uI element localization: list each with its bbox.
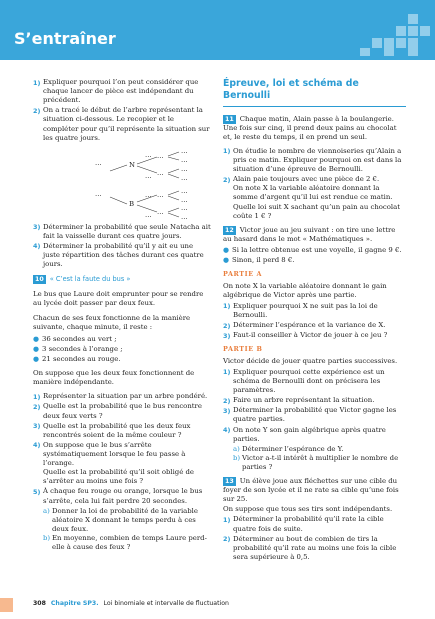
question-text: Alain paie toujours avec une pièce de 2 €. xyxy=(233,175,380,184)
bullet-icon: ● xyxy=(223,245,230,254)
exercise-text: Chaque matin, Alain passe à la boulangerie. xyxy=(239,114,394,123)
question-text: Déterminer l’espérance et la variance de X. xyxy=(233,321,386,330)
section-title: Épreuve, loi et schéma de Bernoulli xyxy=(223,78,406,107)
question-5 xyxy=(33,487,211,505)
question-number: 3) xyxy=(223,331,231,340)
tree-placeholder: ... xyxy=(181,164,188,173)
bullet-text: 3 secondes à l’orange ; xyxy=(42,344,123,353)
question-text: Déterminer la probabilité qu’il y ait eu une juste répartition des tâches durant ces quatre jours. xyxy=(43,241,204,269)
question-2 xyxy=(223,175,406,221)
subquestion-b xyxy=(233,454,406,472)
question-1 xyxy=(223,302,406,320)
exercise-number: 13 xyxy=(225,478,234,486)
tree-placeholder: ... xyxy=(181,203,188,212)
question-number: 5) xyxy=(33,487,41,496)
exercise-title: « C’est la faute du bus » xyxy=(49,275,131,284)
question-text: Expliquer pourquoi cette expérience est un schéma de Bernoulli dont on précisera les paramètres. xyxy=(233,367,385,395)
subquestion-a xyxy=(43,507,211,534)
tree-node-n: N xyxy=(129,160,136,169)
question-text: Représenter la situation par un arbre pondéré. xyxy=(43,392,208,401)
subquestion-text: En moyenne, combien de temps Laure perd-elle à cause des feux ? xyxy=(52,533,207,552)
bullet-item xyxy=(223,246,406,255)
exercise-text: Chacun de ses feux fonctionne de la manière suivante, chaque minute, il reste : xyxy=(33,313,191,331)
question-text: On note X la variable aléatoire donnant la somme d’argent qu’il lui est rendue ce matin. xyxy=(233,184,393,202)
exercise-10-header xyxy=(33,275,211,284)
tree-placeholder: ... xyxy=(145,171,152,180)
subquestion-text: Déterminer l’espérance de Y. xyxy=(242,444,344,453)
bullet-text: Sinon, il perd 8 €. xyxy=(232,256,295,265)
question-text: Expliquer pourquoi l’on peut considérer que chaque lancer de pièce est indépendant du précédent. xyxy=(43,78,199,105)
exercise-number: 10 xyxy=(35,276,44,284)
question-number: 2) xyxy=(223,396,231,405)
bullet-item xyxy=(33,345,211,354)
subquestion-letter: a) xyxy=(43,506,50,515)
exercise-text: On suppose que les deux feux fonctionnent de manière indépendante. xyxy=(33,369,195,387)
subquestion-letter: b) xyxy=(233,453,241,462)
subquestion-a xyxy=(233,445,406,454)
question-1 xyxy=(223,515,406,533)
exercise-text: Victor joue au jeu suivant : on tire une lettre au hasard dans le mot « Mathématiques ». xyxy=(223,225,396,243)
chapter-title: Loi binomiale et intervalle de fluctuation xyxy=(103,600,229,607)
exercise-text: Une fois sur cinq, il prend deux pains au chocolat et, le reste du temps, il en prend un seul. xyxy=(223,123,397,141)
tree-placeholder: ... xyxy=(181,155,188,164)
subquestion-b xyxy=(43,534,211,552)
tree-placeholder: ... xyxy=(157,207,164,216)
exercise-text: Victor décide de jouer quatre parties successives. xyxy=(223,356,398,365)
bullet-item xyxy=(33,355,211,364)
tree-placeholder: ... xyxy=(95,189,102,198)
question-number: 2) xyxy=(33,106,41,115)
question-3 xyxy=(223,331,406,340)
question-text: Quelle est la probabilité que le bus rencontre deux feux verts ? xyxy=(43,402,202,420)
question-4 xyxy=(33,441,211,487)
question-number: 3) xyxy=(223,406,231,415)
page-title: S’entraîner xyxy=(14,29,116,48)
tree-placeholder: ... xyxy=(145,150,152,159)
question-text: Déterminer la probabilité que Victor gagne les quatre parties. xyxy=(233,406,397,424)
question-text: Expliquer pourquoi X ne suit pas la loi de Bernoulli. xyxy=(233,301,378,319)
question-1 xyxy=(33,78,211,105)
question-number: 4) xyxy=(33,242,41,251)
tree-placeholder: ... xyxy=(157,168,164,177)
subquestion-letter: a) xyxy=(233,444,240,453)
exercise-text: On suppose que tous ses tirs sont indépendants. xyxy=(223,505,393,514)
question-4 xyxy=(33,242,211,269)
question-number: 3) xyxy=(33,422,41,431)
header-banner xyxy=(0,0,435,60)
bullet-text: 36 secondes au vert ; xyxy=(42,334,117,343)
question-number: 1) xyxy=(223,515,231,524)
question-number: 1) xyxy=(33,392,41,401)
part-a-heading: PARTIE A xyxy=(223,270,263,279)
tree-placeholder: ... xyxy=(157,151,164,160)
question-text: Quelle est la probabilité que les deux feux rencontrés soient de la même couleur ? xyxy=(43,421,191,439)
part-b-heading: PARTIE B xyxy=(223,345,263,354)
question-2 xyxy=(33,402,211,420)
footer-tab xyxy=(0,598,13,612)
subquestion-letter: b) xyxy=(43,533,51,542)
question-text: On note Y son gain algébrique après quatre parties. xyxy=(233,425,386,443)
question-text: Déterminer la probabilité qu’il rate la cible quatre fois de suite. xyxy=(233,515,384,533)
exercise-text: Un élève joue aux fléchettes sur une cible du foyer de son lycée et il ne rate sa cible qu’une fois sur 25. xyxy=(223,477,399,504)
page-number: 308 xyxy=(33,600,46,607)
question-text: Déterminer la probabilité que seule Natacha ait fait la vaisselle durant ces quatre jours. xyxy=(43,222,211,240)
bullet-icon: ● xyxy=(33,354,40,363)
page-footer xyxy=(0,598,435,612)
question-3 xyxy=(223,406,406,424)
question-text: On suppose que le bus s’arrête systématiquement lorsque le feu passe à l’orange. xyxy=(43,440,186,468)
question-number: 2) xyxy=(33,402,41,411)
question-text: Quelle loi suit X sachant qu’un pain au chocolat coûte 1 € ? xyxy=(233,202,400,220)
question-number: 1) xyxy=(223,302,231,311)
bullet-item xyxy=(33,335,211,344)
tree-placeholder: ... xyxy=(95,158,102,167)
exercise-intro: Le bus que Laure doit emprunter pour se rendre au lycée doit passer par deux feux. xyxy=(33,290,204,308)
question-1 xyxy=(33,392,211,401)
question-number: 4) xyxy=(33,441,41,450)
question-text: Quelle est la probabilité qu’il soit obligé de s’arrêter au moins une fois ? xyxy=(43,468,194,486)
question-1 xyxy=(223,147,406,174)
exercise-number: 11 xyxy=(225,115,234,123)
question-number: 1) xyxy=(223,368,231,377)
exercise-number: 12 xyxy=(225,226,234,234)
exercise-text: On note X la variable aléatoire donnant le gain algébrique de Victor après une partie. xyxy=(223,281,387,299)
right-column xyxy=(223,78,406,563)
question-text: Faire un arbre représentant la situation. xyxy=(233,396,375,405)
tree-placeholder: ... xyxy=(145,210,152,219)
question-number: 2) xyxy=(223,535,231,544)
chapter-label: Chapitre SP3. xyxy=(50,600,99,607)
bullet-icon: ● xyxy=(33,334,40,343)
subquestion-text: Donner la loi de probabilité de la variable aléatoire X donnant le temps perdu à ces deux feux. xyxy=(52,506,198,533)
question-number: 2) xyxy=(223,175,231,184)
bullet-text: 21 secondes au rouge. xyxy=(42,354,121,363)
bullet-item xyxy=(223,256,406,265)
question-2 xyxy=(33,106,211,142)
question-4 xyxy=(223,426,406,444)
question-text: On étudie le nombre de viennoiseries qu’Alain a pris ce matin. Expliquer pourquoi on est dans la situation d’une épreuve de Bernoulli. xyxy=(233,146,402,174)
bullet-icon: ● xyxy=(33,344,40,353)
question-text: Déterminer au bout de combien de tirs la probabilité qu’il rate au moins une fois la cible sera supérieure à 0,5. xyxy=(233,534,397,561)
question-number: 3) xyxy=(33,223,41,232)
decorative-squares xyxy=(348,14,428,58)
question-number: 1) xyxy=(33,78,41,87)
question-2 xyxy=(223,321,406,330)
left-column xyxy=(33,78,211,552)
subquestion-text: Victor a-t-il intérêt à multiplier le nombre de parties ? xyxy=(242,453,399,471)
tree-placeholder: ... xyxy=(181,195,188,204)
tree-placeholder: ... xyxy=(181,186,188,195)
question-text: À chaque feu rouge ou orange, lorsque le bus s’arrête, cela lui fait perdre 20 secondes. xyxy=(43,487,203,505)
footer-text xyxy=(33,600,229,607)
question-text: On a tracé le début de l’arbre représentant la situation ci-dessous. Le recopier et le compléter pour qu’il représente la situation sur les quatre jours. xyxy=(43,106,210,142)
tree-node-b: B xyxy=(129,199,135,208)
bullet-icon: ● xyxy=(223,256,230,265)
question-3 xyxy=(33,422,211,440)
tree-placeholder: ... xyxy=(181,212,188,221)
question-number: 2) xyxy=(223,321,231,330)
tree-placeholder: ... xyxy=(145,190,152,199)
tree-placeholder: ... xyxy=(181,173,188,182)
question-number: 4) xyxy=(223,426,231,434)
tree-placeholder: ... xyxy=(157,190,164,199)
question-2 xyxy=(223,396,406,405)
tree-placeholder: ... xyxy=(181,146,188,155)
question-1 xyxy=(223,368,406,395)
bullet-text: Si la lettre obtenue est une voyelle, il gagne 9 €. xyxy=(232,245,402,254)
question-2 xyxy=(223,535,406,562)
probability-tree xyxy=(33,145,211,220)
question-number: 1) xyxy=(223,147,231,156)
question-text: Faut-il conseiller à Victor de jouer à ce jeu ? xyxy=(233,331,388,340)
question-3 xyxy=(33,223,211,241)
